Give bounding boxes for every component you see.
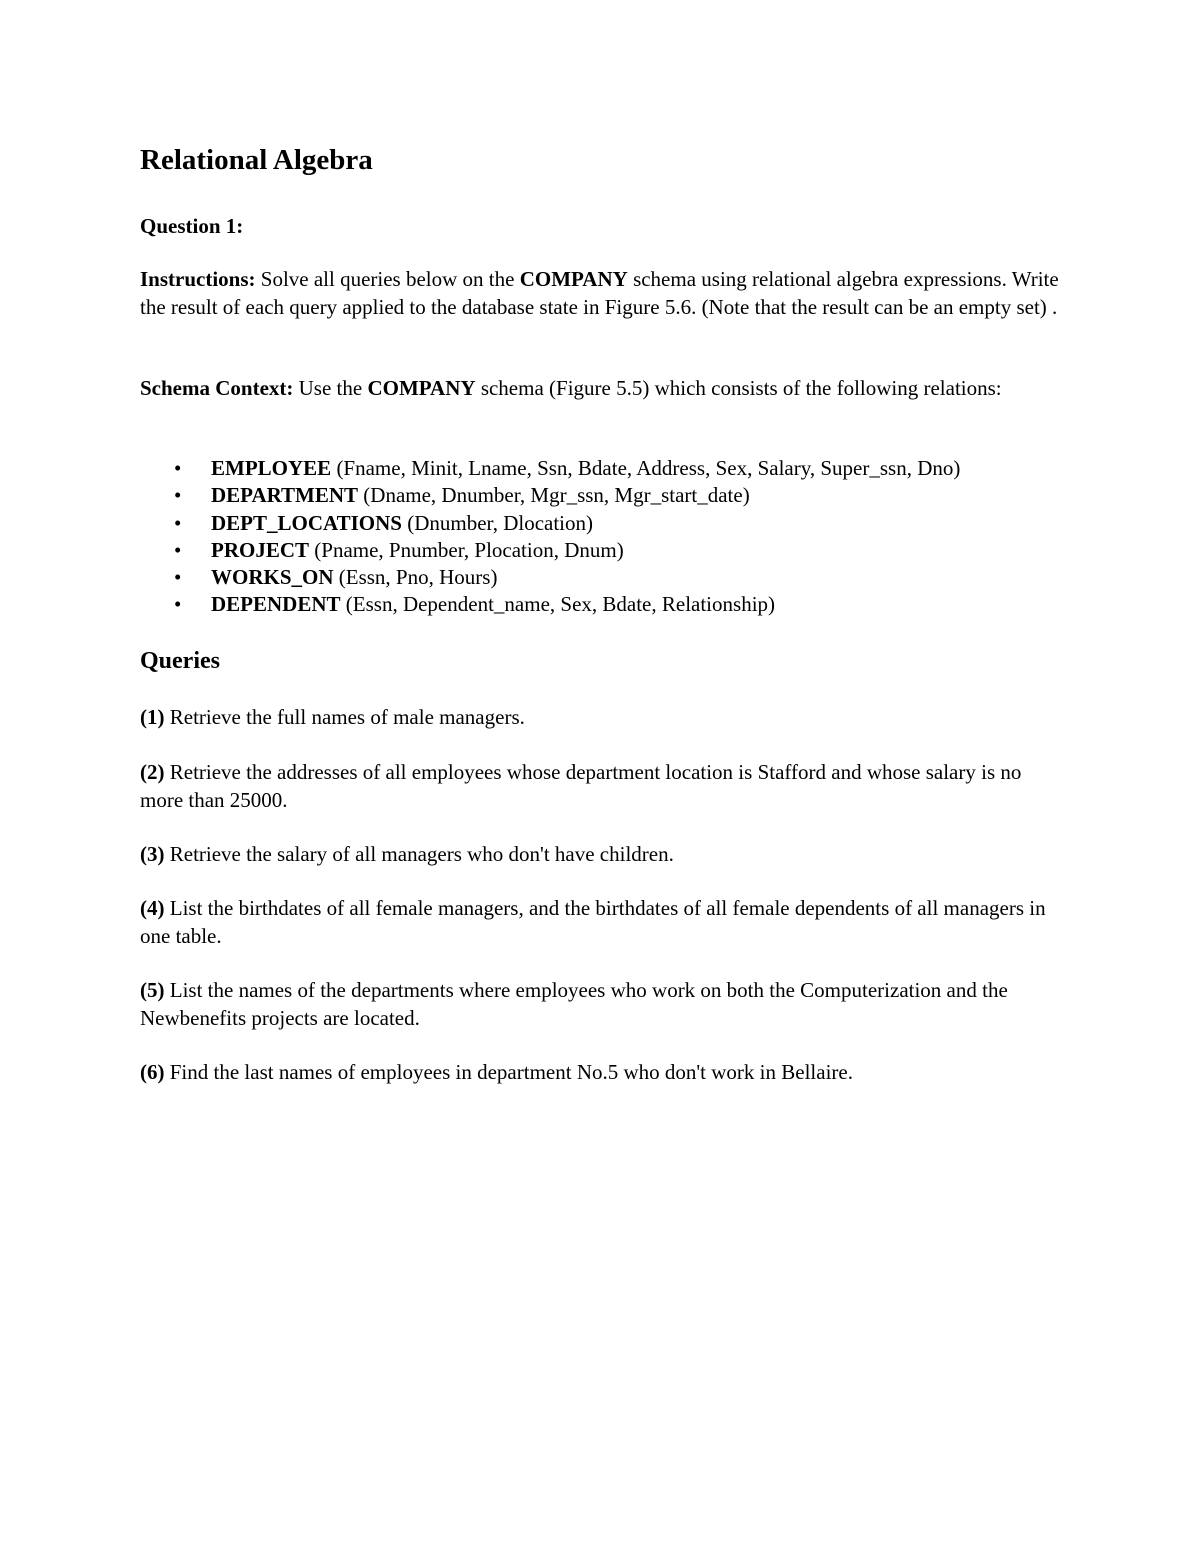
query-number: (2) [140,760,165,784]
query-item-2 [140,758,1060,814]
query-text: Retrieve the addresses of all employees whose department location is Stafford and whose salary is no more than 25000. [140,760,1022,812]
schema-context-paragraph [140,374,1070,402]
schema-context-company: COMPANY [367,376,476,400]
query-number: (1) [140,705,165,729]
relation-name: EMPLOYEE [211,456,332,480]
relation-attributes: (Pname, Pnumber, Plocation, Dnum) [309,537,624,562]
relation-name: PROJECT [211,537,310,562]
query-text: List the names of the departments where employees who work on both the Computerization and the Newbenefits projects are located. [140,978,1008,1030]
relation-name: DEPT_LOCATIONS [211,510,402,535]
query-item-5 [140,976,1060,1032]
query-item-3 [140,840,1060,868]
document-title: Relational Algebra [140,144,373,176]
instructions-company: COMPANY [519,267,628,291]
relation-attributes: (Essn, Pno, Hours) [333,565,498,590]
relation-attributes: (Essn, Dependent_name, Sex, Bdate, Relationship) [340,592,776,617]
schema-context-text-2: schema (Figure 5.5) which consists of the following relations: [475,376,1002,400]
relation-name: DEPENDENT [211,592,341,617]
instructions-text-2: schema using relational algebra expressions. Write the result of each query applied to the database state in Figure 5.6. (Note that the result can be an empty set) . [140,267,1059,319]
queries-heading: Queries [140,648,220,674]
bullet-icon: • [174,456,182,480]
bullet-icon: • [174,510,182,535]
instructions-paragraph [140,265,1070,321]
relation-item-project [140,537,960,564]
bullet-icon: • [174,483,182,508]
query-text: List the birthdates of all female managers, and the birthdates of all female dependents of all managers in one table. [140,896,1046,948]
relation-name: DEPARTMENT [211,483,359,508]
instructions-label: Instructions: [140,267,256,291]
relation-item-works-on [140,564,960,591]
relations-list [140,455,960,619]
instructions-text-1: Solve all queries below on the [255,267,520,291]
relation-item-department [140,482,960,509]
question-label: Question 1: [140,214,244,238]
schema-context-text-1: Use the [293,376,368,400]
query-text: Retrieve the full names of male managers. [164,705,525,729]
bullet-icon: • [174,537,182,562]
query-number: (4) [140,896,165,920]
relation-attributes: (Dname, Dnumber, Mgr_ssn, Mgr_start_date) [358,483,750,508]
bullet-icon: • [174,565,182,590]
query-number: (3) [140,842,165,866]
relation-attributes: (Dnumber, Dlocation) [401,510,594,535]
relation-item-employee [140,455,960,482]
query-text: Find the last names of employees in department No.5 who don't work in Bellaire. [164,1060,853,1084]
schema-context-label: Schema Context: [140,376,294,400]
query-item-1 [140,703,1060,731]
relation-name: WORKS_ON [211,565,334,590]
query-number: (5) [140,978,165,1002]
query-item-6 [140,1058,1060,1086]
relation-attributes: (Fname, Minit, Lname, Ssn, Bdate, Address, Sex, Salary, Super_ssn, Dno) [331,456,961,480]
relation-item-dependent [140,591,960,618]
query-text: Retrieve the salary of all managers who don't have children. [164,842,674,866]
relation-item-dept-locations [140,510,960,537]
query-item-4 [140,894,1060,950]
query-number: (6) [140,1060,165,1084]
bullet-icon: • [174,592,182,617]
